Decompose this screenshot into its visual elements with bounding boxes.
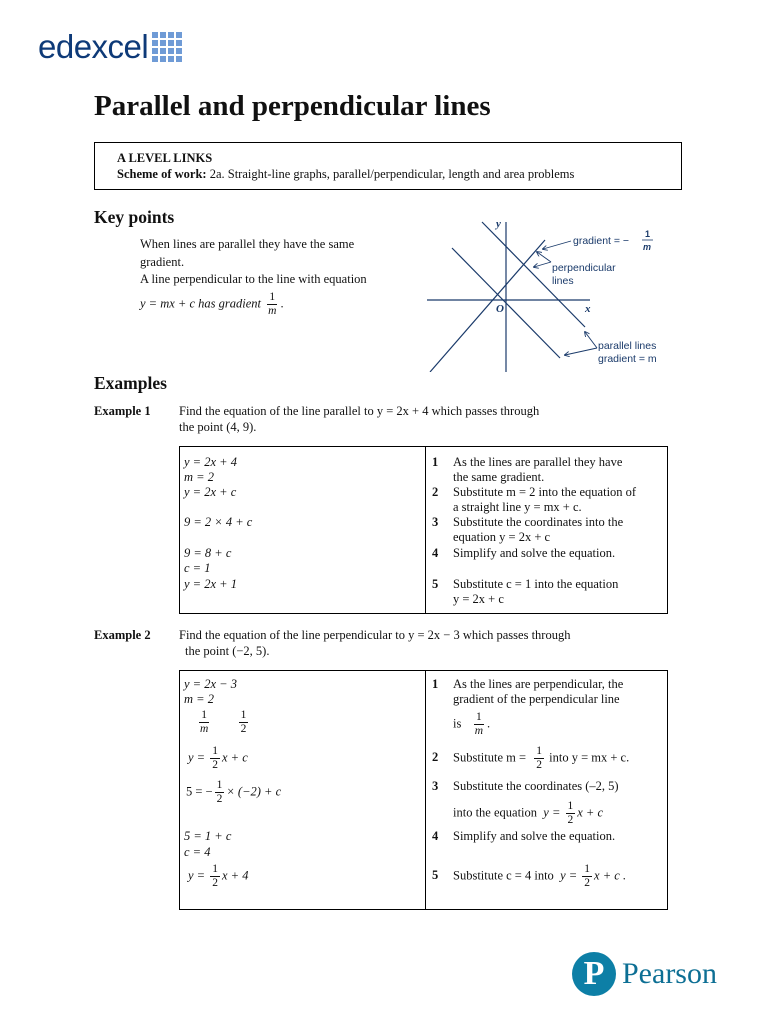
origin-label: O <box>496 303 504 315</box>
example-2-label: Example 2 <box>94 628 151 642</box>
working-line: y = $\frac{1}{2}$ x + c <box>188 745 248 771</box>
examples-heading: Examples <box>94 373 167 393</box>
fraction: $\frac{1}{m}$ <box>200 709 209 735</box>
scheme-of-work <box>117 166 681 182</box>
label-perpendicular-lines: lines <box>552 275 574 287</box>
scheme-label: Scheme of work: <box>117 167 207 181</box>
step-5: 5 Substitute c = 1 into the equation y = 2x + c <box>432 577 619 606</box>
working-line: 5 = − $\frac{1}{2}$ × (−2) + c <box>186 779 282 805</box>
scheme-text: 2a. Straight-line graphs, parallel/perpendicular, length and area problems <box>206 167 575 181</box>
question-line: the point (−2, 5). <box>185 644 270 658</box>
axis-label-y: y <box>496 218 501 230</box>
key-point-equation: y = mx + c has gradient $\frac{1}{m}$ . <box>140 290 284 317</box>
working-line: y = 2x + 4 <box>184 455 237 469</box>
links-heading: A LEVEL LINKS <box>117 151 213 165</box>
fraction: $\frac{1}{2}$ <box>240 709 247 735</box>
step-1: 1 As the lines are parallel they have the same gradient. <box>432 455 623 484</box>
example-1-steps <box>426 447 667 613</box>
step-4: 4 Simplify and solve the equation. <box>432 829 616 843</box>
perpendicular-line <box>430 240 545 372</box>
label-gradient-perpendicular: gradient = − <box>573 235 630 247</box>
key-points-heading: Key points <box>94 207 175 227</box>
question-line: Find the equation of the line perpendicular to y = 2x − 3 which passes through <box>179 628 571 642</box>
label-gradient-num: 1 <box>645 229 651 239</box>
edexcel-logo <box>38 30 182 63</box>
working-line: 9 = 2 × 4 + c <box>184 515 253 529</box>
step-2: 2 Substitute m = $\frac{1}{2}$ into y = mx + c. <box>432 745 630 771</box>
key-point-line: A line perpendicular to the line with equation <box>140 272 367 286</box>
working-line: m = 2 <box>184 470 214 484</box>
key-points-text <box>140 236 410 318</box>
step-3: 3 Substitute the coordinates into the equation y = 2x + c <box>432 515 624 544</box>
question-line: Find the equation of the line parallel to y = 2x + 4 which passes through <box>179 404 540 418</box>
step-3: 3 Substitute the coordinates (–2, 5) into the equation y = $\frac{1}{2}$ x + c <box>432 779 619 826</box>
equation-text: y = mx + c has gradient <box>140 295 262 310</box>
example-2-question <box>179 627 570 659</box>
example-1-question <box>179 403 539 435</box>
example-2-table <box>179 670 668 910</box>
working-fractions <box>196 709 250 736</box>
step-1: 1 As the lines are perpendicular, the gradient of the perpendicular line is $\frac{1}{m}$ . <box>432 677 624 737</box>
working-line: c = 4 <box>184 845 211 859</box>
question-line: the point (4, 9). <box>179 420 257 434</box>
step-5: 5 Substitute c = 4 into y = $\frac{1}{2}$ x + c . <box>432 863 627 889</box>
working-line: y = 2x − 3 <box>184 677 237 691</box>
example-2-steps <box>426 671 667 909</box>
axis-label-x: x <box>585 303 591 315</box>
label-parallel-gradient: gradient = m <box>598 353 657 365</box>
working-line: c = 1 <box>184 561 211 575</box>
fraction-one-over-m: $\frac{1}{m}$ <box>268 290 277 317</box>
example-1-table <box>179 446 668 614</box>
step-4: 4 Simplify and solve the equation. <box>432 546 616 560</box>
label-gradient-den: m <box>643 242 652 252</box>
working-line: y = 2x + c <box>184 485 237 499</box>
example-2-working <box>180 671 426 909</box>
page-title: Parallel and perpendicular lines <box>94 90 491 122</box>
edexcel-logo-text: edexcel <box>38 28 149 65</box>
pearson-logo-text: Pearson <box>622 957 717 990</box>
a-level-links-box <box>94 142 682 190</box>
key-point-line: gradient. <box>140 254 185 269</box>
key-point-line: When lines are parallel they have the same <box>140 237 355 251</box>
example-1-label: Example 1 <box>94 404 151 418</box>
pearson-logo <box>572 952 717 996</box>
edexcel-logo-grid-icon <box>152 32 182 62</box>
example-1-working <box>180 447 426 613</box>
working-line: m = 2 <box>184 692 214 706</box>
parallel-perpendicular-diagram <box>425 212 675 372</box>
label-parallel-lines: parallel lines <box>598 340 657 352</box>
working-line: 9 = 8 + c <box>184 546 232 560</box>
working-line: y = 2x + 1 <box>184 577 237 591</box>
label-perpendicular: perpendicular <box>552 262 616 274</box>
working-line: y = $\frac{1}{2}$ x + 4 <box>188 863 249 889</box>
working-line: 5 = 1 + c <box>184 829 232 843</box>
step-2: 2 Substitute m = 2 into the equation of a straight line y = mx + c. <box>432 485 637 514</box>
pearson-p-icon: P <box>572 952 616 996</box>
